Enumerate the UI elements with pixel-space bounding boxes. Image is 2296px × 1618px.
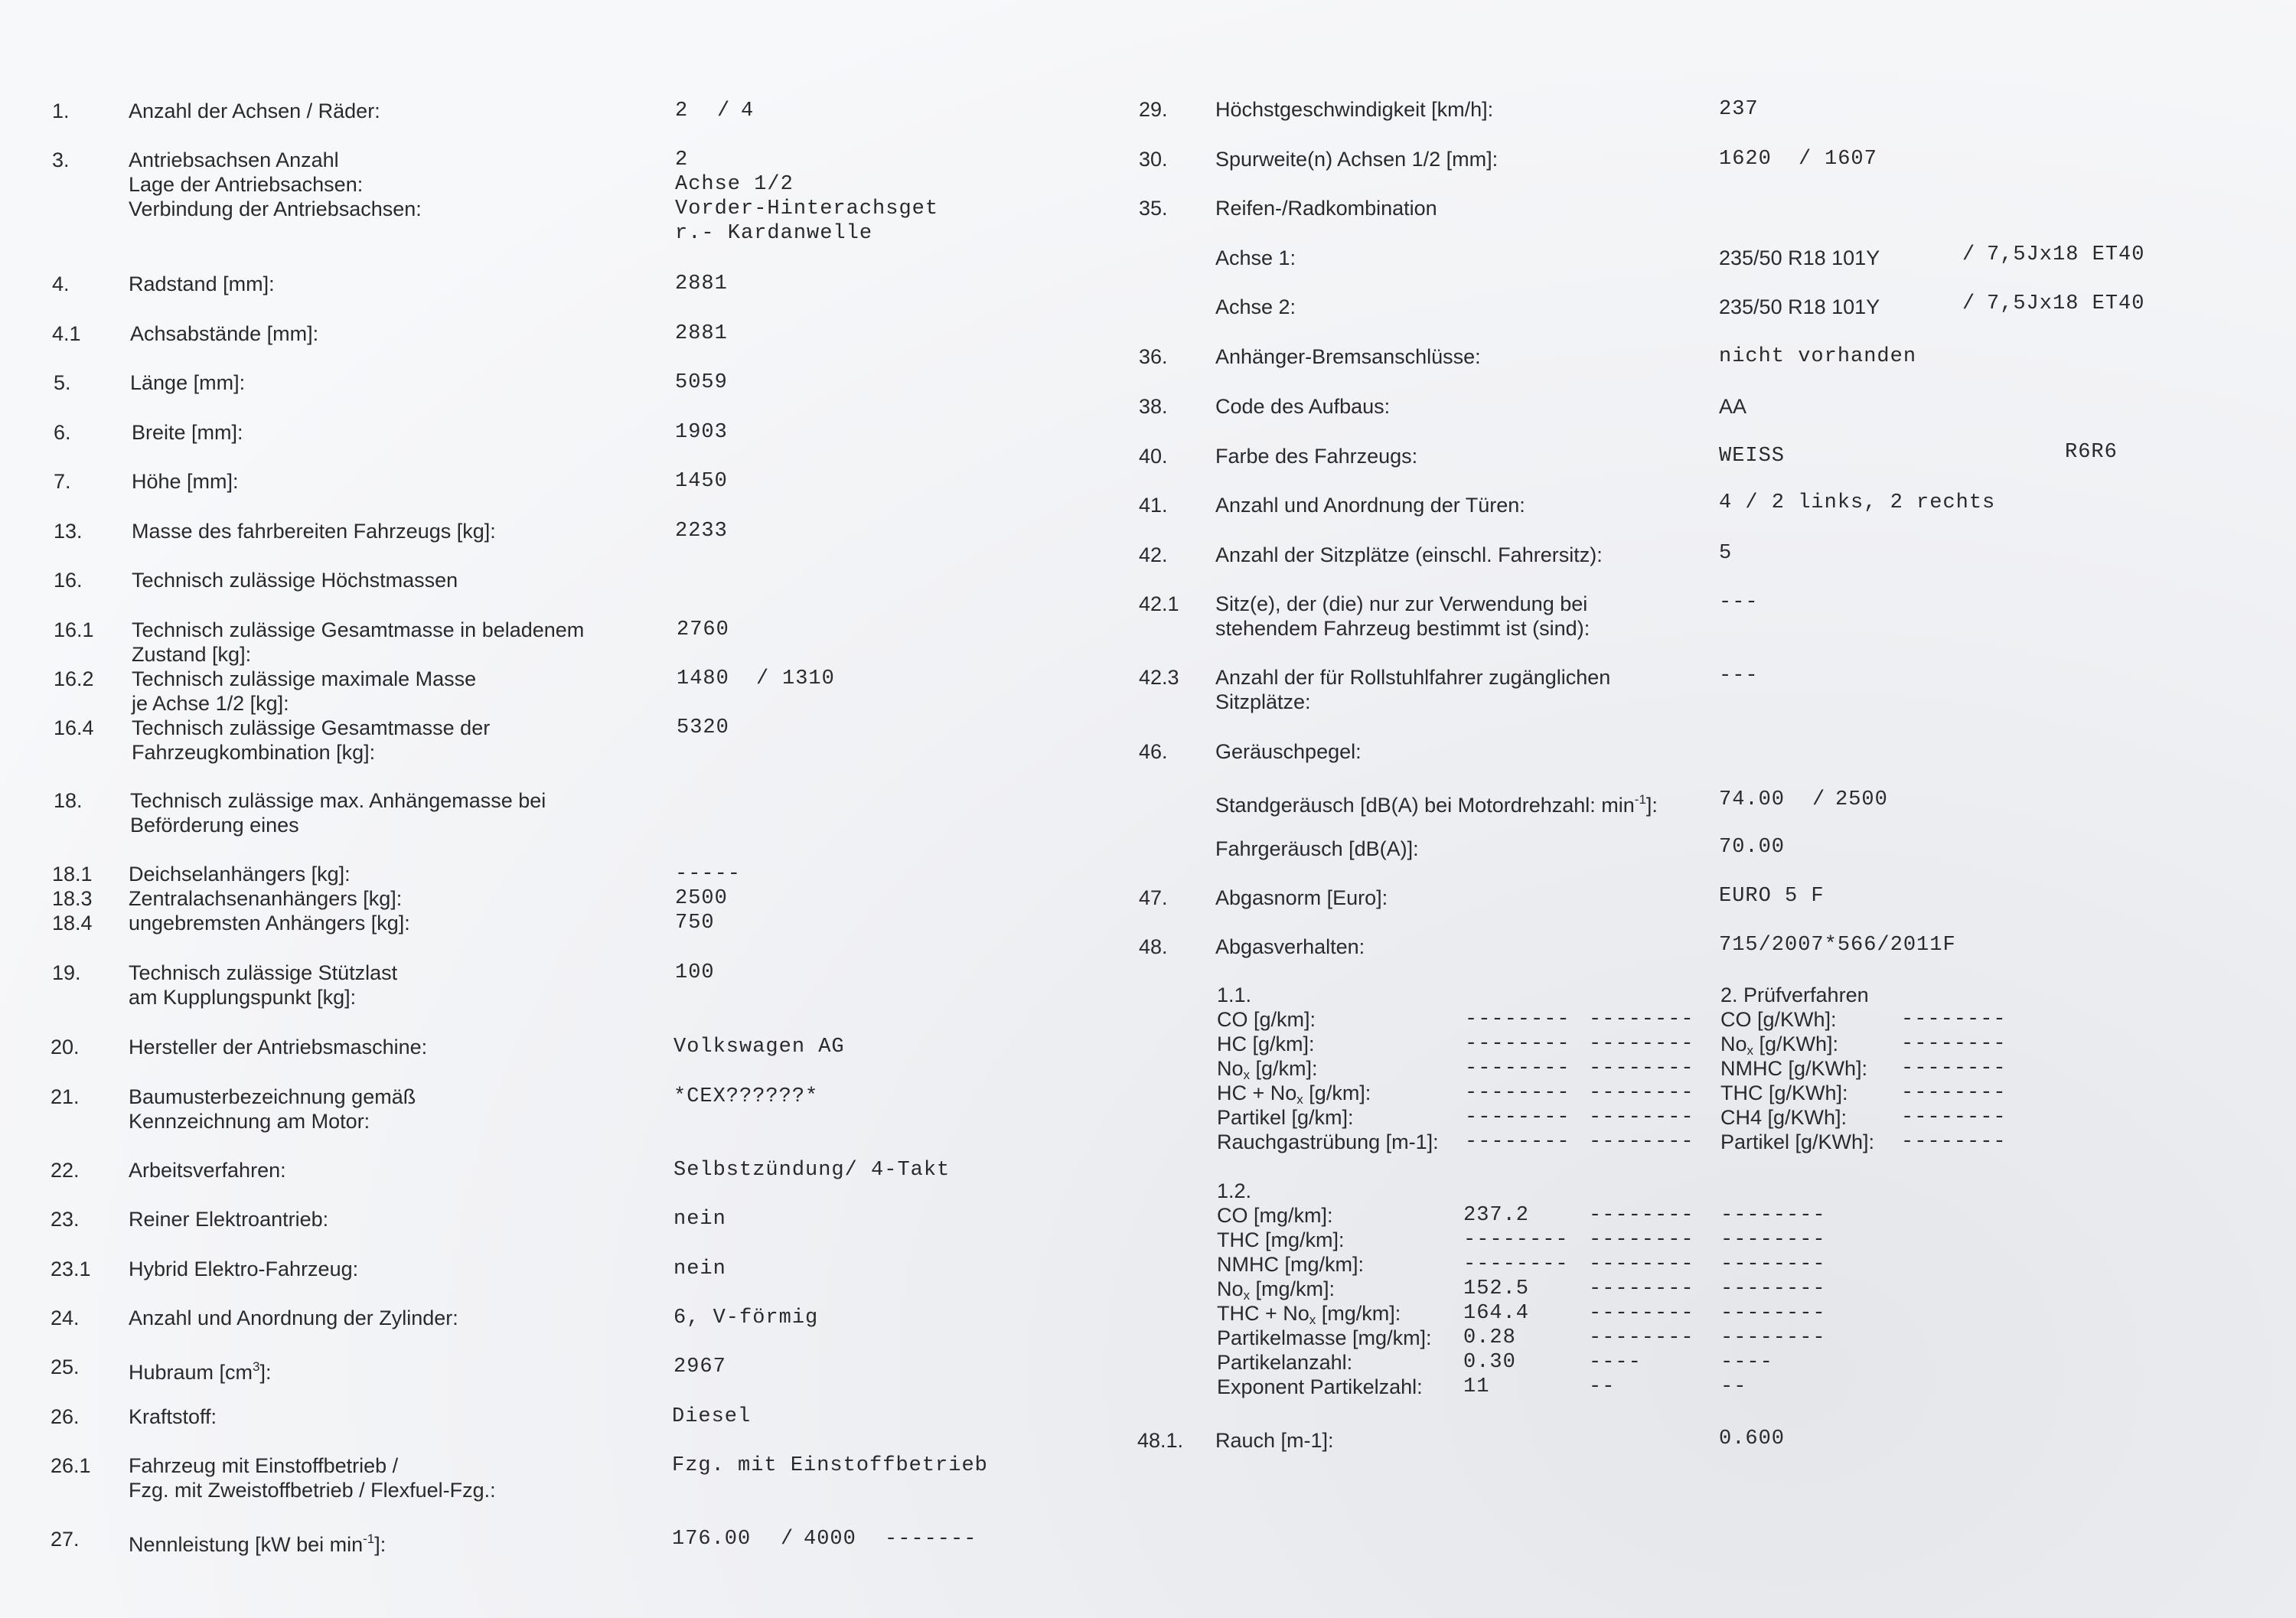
emission-label: HC + $No_x$ [g/km]: [1217,1081,1371,1107]
field-label: Anzahl der Achsen / Räder: [129,99,380,122]
field-value: Volkswagen AG [673,1036,845,1059]
field-value: Vorder-Hinterachsget [675,197,939,220]
field-label: Fahrgeräusch [dB(A)]: [1215,837,1419,860]
field-label: Höhe [mm]: [132,470,239,493]
field-number: 16.4 [54,716,94,739]
field-label: Abgasverhalten: [1215,935,1365,958]
field-value: 4 / 2 links, 2 rechts [1719,491,1996,514]
field-value: 2967 [673,1355,726,1378]
field-label: Beförderung eines [130,814,299,837]
emission-value: 0.30 [1463,1351,1516,1374]
field-number: 26. [51,1405,80,1428]
empty-value: -------- [1720,1302,1826,1325]
field-number: 25. [51,1355,80,1378]
field-label: Fzg. mit Zweistoffbetrieb / Flexfuel-Fzg.: [129,1479,496,1502]
field-label: Reifen-/Radkombination [1215,197,1437,220]
empty-value: -------- [1589,1008,1694,1031]
emission-label: CO [mg/km]: [1217,1204,1333,1227]
field-value: 2500 [675,887,728,910]
field-label: Code des Aufbaus: [1215,395,1391,418]
field-label: Hubraum $[cm^3]$: [129,1359,272,1384]
value-separator: / [1962,243,1976,266]
field-number: 47. [1139,886,1168,909]
field-label: Achsabstände [mm]: [130,322,319,345]
field-value: 5059 [675,371,728,394]
field-value: 2 [675,148,689,171]
field-value: 6, V-förmig [673,1306,819,1329]
empty-value: -------- [1589,1106,1694,1129]
field-number: 1. [52,99,70,122]
field-label: Anhänger-Bremsanschlüsse: [1215,345,1481,368]
field-value: --- [1719,591,1759,614]
value-separator: / [1812,788,1826,811]
field-value: 1607 [1825,148,1877,171]
section-title: 1.1. [1217,984,1252,1006]
field-label: Kraftstoff: [129,1405,217,1428]
empty-value: -- [1589,1375,1616,1398]
empty-value: -------- [1589,1326,1694,1349]
empty-value: -------- [1589,1032,1694,1055]
field-value: 0.600 [1719,1427,1786,1450]
field-label: Standgeräusch [dB(A) bei Motordrehzahl: $\min^{-1}$]: [1215,792,1658,817]
field-value: 4000 [804,1528,856,1551]
emission-label: Partikel [g/km]: [1217,1106,1354,1129]
field-label: Höchstgeschwindigkeit [km/h]: [1215,98,1494,121]
empty-value: -------- [1720,1204,1826,1227]
emission-label: $No_x$ [g/KWh]: [1720,1032,1839,1058]
field-label: je Achse 1/2 [kg]: [132,692,289,715]
field-number: 35. [1139,197,1168,220]
emission-label: THC + $No_x$ [mg/km]: [1217,1302,1401,1327]
field-number: 41. [1139,494,1168,517]
empty-value: -------- [1901,1057,2007,1080]
field-value: 2500 [1835,788,1888,811]
field-number: 7. [54,470,71,493]
emission-label: CO [g/km]: [1217,1008,1316,1031]
field-value: 176.00 [672,1528,752,1551]
field-number: 4.1 [52,322,81,345]
emission-label: HC [g/km]: [1217,1032,1315,1055]
field-label: Hybrid Elektro-Fahrzeug: [129,1258,359,1280]
field-value: 1310 [782,667,835,690]
field-label: Technisch zulässige Gesamtmasse der [132,716,491,739]
field-value: Selbstzündung/ 4-Takt [673,1159,951,1182]
field-number: 48. [1139,935,1168,958]
empty-value: -------- [1901,1008,2007,1031]
field-number: 22. [51,1159,80,1182]
field-label: Lage der Antriebsachsen: [129,173,364,196]
empty-value: -------- [1589,1253,1694,1276]
field-number: 42.1 [1139,592,1179,615]
emission-value: 164.4 [1463,1302,1530,1325]
field-value: 2881 [675,272,728,295]
field-number: 6. [54,421,71,444]
field-number: 42.3 [1139,666,1179,689]
emission-value: -------- [1463,1253,1569,1276]
field-number: 23. [51,1208,80,1231]
field-number: 16. [54,569,83,592]
field-value: 74.00 [1719,788,1786,811]
field-label: Technisch zulässige Höchstmassen [132,569,458,592]
field-value: 1450 [675,470,728,493]
value-separator: / [756,667,770,690]
field-label: Abgasnorm [Euro]: [1215,886,1388,909]
field-value: --- [1719,664,1759,687]
field-value: 5320 [677,716,729,739]
field-value: Achse 1/2 [675,173,794,196]
field-value: 1620 [1719,148,1772,171]
field-number: 18.1 [52,863,93,886]
field-value: 715/2007*566/2011F [1719,934,1956,957]
field-label: Anzahl der Sitzplätze (einschl. Fahrersitz): [1215,543,1603,566]
field-label: Farbe des Fahrzeugs: [1215,445,1418,468]
emission-label: $No_x$ [g/km]: [1217,1057,1318,1082]
empty-value: -------- [1589,1302,1694,1325]
empty-value: -------- [1465,1130,1570,1153]
emission-label: Rauchgastrübung [m-1]: [1217,1130,1439,1153]
value-separator: / [717,99,731,122]
field-label: stehendem Fahrzeug bestimmt ist (sind): [1215,617,1590,640]
field-label: Baumusterbezeichnung gemäß [129,1085,416,1108]
emission-label: $No_x$ [mg/km]: [1217,1277,1336,1303]
field-number: 21. [51,1085,80,1108]
empty-value: -------- [1901,1130,2007,1153]
field-label: Achse 1: [1215,246,1296,269]
field-label: Länge [mm]: [130,371,246,394]
field-number: 19. [52,961,81,984]
field-label: Breite [mm]: [132,421,243,444]
emission-label: CH4 [g/KWh]: [1720,1106,1848,1129]
field-number: 38. [1139,395,1168,418]
field-label: Technisch zulässige Gesamtmasse in beladenem [132,618,585,641]
field-value: 7,5Jx18 ET40 [1987,243,2145,266]
field-label: am Kupplungspunkt [kg]: [129,986,357,1009]
empty-value: -------- [1589,1130,1694,1153]
emission-value: 152.5 [1463,1277,1530,1300]
value-separator: / [781,1528,794,1551]
field-label: Anzahl und Anordnung der Türen: [1215,494,1525,517]
empty-value: -------- [1465,1032,1570,1055]
field-value: EURO 5 F [1719,885,1825,908]
empty-value: -------- [1465,1106,1570,1129]
emission-label: Partikel [g/KWh]: [1720,1130,1875,1153]
empty-value: ---- [1720,1351,1773,1374]
empty-value: -------- [1465,1081,1570,1104]
emission-label: NMHC [g/KWh]: [1720,1057,1868,1080]
field-number: 16.2 [54,667,94,690]
empty-value: -- [1720,1375,1747,1398]
field-label: Anzahl und Anordnung der Zylinder: [129,1306,458,1329]
field-number: 29. [1139,98,1168,121]
field-label: Zentralachsenanhängers [kg]: [129,887,403,910]
field-label: Rauch [m-1]: [1215,1429,1334,1452]
field-label: Spurweite(n) Achsen 1/2 [mm]: [1215,148,1499,171]
field-value: Diesel [672,1405,752,1428]
field-label: Antriebsachsen Anzahl [129,148,339,171]
empty-value: -------- [1720,1253,1826,1276]
empty-value: -------- [1589,1277,1694,1300]
field-label: Technisch zulässige Stützlast [129,961,398,984]
field-number: 5. [54,371,71,394]
field-number: 18.4 [52,912,93,935]
field-value: 7,5Jx18 ET40 [1987,292,2145,315]
color-code: R6R6 [2065,441,2118,464]
field-label: Verbindung der Antriebsachsen: [129,197,422,220]
field-label: Kennzeichnung am Motor: [129,1110,370,1133]
field-number: 20. [51,1036,80,1059]
field-value: Fzg. mit Einstoffbetrieb [672,1454,988,1477]
field-number: 46. [1139,740,1168,763]
field-label: Nennleistung [kW bei $\min^{-1}$]: [129,1532,386,1556]
field-label: Sitz(e), der (die) nur zur Verwendung bei [1215,592,1588,615]
field-number: 18.3 [52,887,93,910]
field-number: 4. [52,272,70,295]
field-number: 26.1 [51,1454,91,1477]
field-number: 42. [1139,543,1168,566]
emission-label: THC [g/KWh]: [1720,1081,1848,1104]
field-label: Fahrzeug mit Einstoffbetrieb / [129,1454,399,1477]
field-label: Technisch zulässige maximale Masse [132,667,477,690]
field-value: AA [1719,395,1747,418]
emission-label: NMHC [mg/km]: [1217,1253,1364,1276]
field-label: ungebremsten Anhängers [kg]: [129,912,410,935]
field-label: Technisch zulässige max. Anhängemasse bei [130,789,546,812]
empty-value: -------- [1720,1228,1826,1251]
empty-value: -------- [1901,1081,2007,1104]
field-value: 2233 [675,520,728,543]
field-value: 1903 [675,421,728,444]
empty-value: -------- [1901,1032,2007,1055]
field-value: 2881 [675,322,728,345]
value-separator: / [1962,292,1976,315]
field-label: Zustand [kg]: [132,643,252,666]
field-number: 30. [1139,148,1168,171]
field-value: 750 [675,912,715,935]
empty-value: -------- [1589,1204,1694,1227]
field-value: ----- [675,863,742,886]
empty-value: -------- [1589,1057,1694,1080]
field-value: nicht vorhanden [1719,345,1917,368]
emission-value: 237.2 [1463,1204,1530,1227]
emission-label: THC [mg/km]: [1217,1228,1345,1251]
section-title: 1.2. [1217,1179,1252,1202]
emission-value: 11 [1463,1375,1490,1398]
empty-value: -------- [1720,1277,1826,1300]
field-label: Achse 2: [1215,295,1296,318]
field-value: nein [673,1258,726,1280]
field-label: Hersteller der Antriebsmaschine: [129,1036,428,1059]
field-number: 40. [1139,445,1168,468]
field-number: 16.1 [54,618,94,641]
field-label: Anzahl der für Rollstuhlfahrer zugänglichen [1215,666,1611,689]
field-number: 18. [54,789,83,812]
field-value: 100 [675,961,715,984]
empty-value: -------- [1720,1326,1826,1349]
field-label: Radstand [mm]: [129,272,275,295]
empty-value: -------- [1465,1057,1570,1080]
section-title: 2. Prüfverfahren [1720,984,1869,1006]
field-value: 2760 [677,618,729,641]
field-number: 27. [51,1528,80,1551]
field-number: 48.1. [1137,1429,1184,1452]
empty-value: -------- [1901,1106,2007,1129]
empty-value: -------- [1589,1228,1694,1251]
emission-label: Exponent Partikelzahl: [1217,1375,1423,1398]
field-label: Reiner Elektroantrieb: [129,1208,329,1231]
field-label: Fahrzeugkombination [kg]: [132,741,376,764]
field-value: *CEX??????* [673,1085,819,1108]
emission-label: Partikelanzahl: [1217,1351,1353,1374]
field-label: Geräuschpegel: [1215,740,1362,763]
field-number: 13. [54,520,83,543]
field-value: WEISS [1719,445,1786,468]
value-separator: / [1799,148,1812,171]
field-value: 237 [1719,98,1759,121]
emission-value: 0.28 [1463,1326,1516,1349]
emission-label: CO [g/KWh]: [1720,1008,1837,1031]
field-label: Sitzplätze: [1215,690,1311,713]
field-label: Arbeitsverfahren: [129,1159,286,1182]
field-value: 235/50 R18 101Y [1719,246,1880,269]
field-number: 36. [1139,345,1168,368]
field-label: Masse des fahrbereiten Fahrzeugs [kg]: [132,520,496,543]
field-value: 5 [1719,542,1733,565]
field-value: 235/50 R18 101Y [1719,295,1880,318]
field-label: Deichselanhängers [kg]: [129,863,351,886]
field-value: 2 [675,99,689,122]
field-number: 23.1 [51,1258,91,1280]
field-number: 24. [51,1306,80,1329]
emission-label: Partikelmasse [mg/km]: [1217,1326,1432,1349]
field-value: 1480 [677,667,729,690]
field-number: 3. [52,148,70,171]
field-value: 4 [741,99,755,122]
field-value: r.- Kardanwelle [675,222,873,245]
field-value: 70.00 [1719,836,1786,859]
field-value: ------- [885,1528,977,1551]
emission-value: -------- [1463,1228,1569,1251]
empty-value: -------- [1465,1008,1570,1031]
empty-value: ---- [1589,1351,1642,1374]
empty-value: -------- [1589,1081,1694,1104]
field-value: nein [673,1208,726,1231]
